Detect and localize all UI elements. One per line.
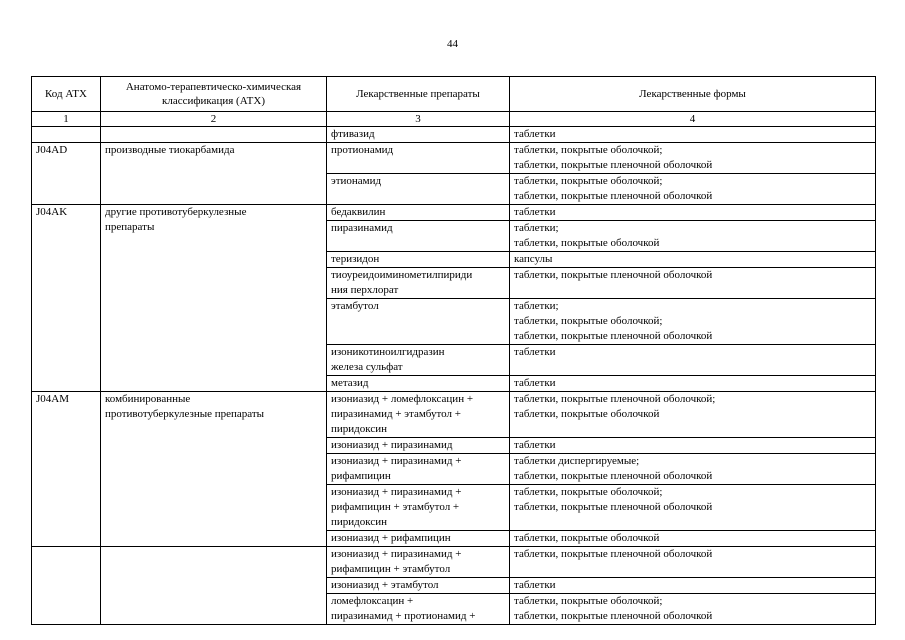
dosage-form-line: таблетки, покрытые оболочкой; bbox=[514, 315, 663, 327]
drug-cell bbox=[327, 547, 510, 578]
table-row bbox=[32, 547, 876, 578]
drug-name-line: пиразинамид + этамбутол + bbox=[331, 408, 461, 420]
drug-name-line: этамбутол bbox=[331, 300, 379, 312]
dosage-forms-cell bbox=[510, 205, 876, 221]
dosage-forms-cell bbox=[510, 485, 876, 531]
dosage-form-line: таблетки диспергируемые; bbox=[514, 455, 640, 467]
drug-cell bbox=[327, 438, 510, 454]
drug-name-line: пиридоксин bbox=[331, 423, 387, 435]
drug-name-line: теризидон bbox=[331, 253, 380, 265]
table-row bbox=[32, 392, 876, 438]
drug-name-line: изоникотиноилгидразин bbox=[331, 346, 445, 358]
dosage-form-line: таблетки bbox=[514, 346, 556, 358]
atx-classification-cell bbox=[101, 127, 327, 143]
atx-classification-line: препараты bbox=[105, 221, 155, 233]
drug-name-line: изониазид + рифампицин bbox=[331, 532, 451, 544]
atx-code: J04AK bbox=[36, 206, 68, 218]
drug-cell bbox=[327, 268, 510, 299]
drug-name-line: изониазид + пиразинамид + bbox=[331, 455, 462, 467]
dosage-forms-cell bbox=[510, 299, 876, 345]
drug-cell bbox=[327, 531, 510, 547]
dosage-forms-cell bbox=[510, 268, 876, 299]
column-number: 4 bbox=[510, 112, 876, 127]
atx-classification-cell bbox=[101, 547, 327, 625]
dosage-form-line: таблетки, покрытые пленочной оболочкой bbox=[514, 610, 713, 622]
atx-code: J04AM bbox=[36, 393, 70, 405]
dosage-form-line: таблетки bbox=[514, 377, 556, 389]
drug-name-line: рифампицин bbox=[331, 470, 391, 482]
dosage-form-line: таблетки, покрытые оболочкой bbox=[514, 408, 660, 420]
drug-name-line: изониазид + пиразинамид + bbox=[331, 548, 462, 560]
column-number: 3 bbox=[327, 112, 510, 127]
atx-classification-line: противотуберкулезные препараты bbox=[105, 408, 265, 420]
drug-cell bbox=[327, 174, 510, 205]
drug-name-line: рифампицин + этамбутол + bbox=[331, 501, 460, 513]
page-number: 44 bbox=[447, 38, 458, 50]
column-number-row bbox=[32, 112, 876, 127]
dosage-form-line: таблетки bbox=[514, 579, 556, 591]
dosage-form-line: таблетки, покрытые оболочкой; bbox=[514, 144, 663, 156]
atx-classification-line: комбинированные bbox=[105, 393, 191, 405]
atx-table bbox=[31, 76, 876, 625]
dosage-form-line: таблетки bbox=[514, 128, 556, 140]
drug-cell bbox=[327, 299, 510, 345]
dosage-forms-cell bbox=[510, 531, 876, 547]
dosage-form-line: таблетки, покрытые пленочной оболочкой bbox=[514, 190, 713, 202]
dosage-form-line: таблетки, покрытые пленочной оболочкой bbox=[514, 501, 713, 513]
dosage-form-line: таблетки, покрытые оболочкой bbox=[514, 532, 660, 544]
header-classification: Анатомо-терапевтическо-химическая классификация (АТХ) bbox=[101, 77, 327, 112]
drug-name-line: железа сульфат bbox=[331, 361, 403, 373]
drug-cell bbox=[327, 454, 510, 485]
drug-name-line: тиоуреидоиминометилпириди bbox=[331, 269, 473, 281]
drug-name-line: пиридоксин bbox=[331, 516, 387, 528]
drug-cell bbox=[327, 392, 510, 438]
drug-name-line: рифампицин + этамбутол bbox=[331, 563, 451, 575]
drug-name-line: пиразинамид + протионамид + bbox=[331, 610, 476, 622]
dosage-form-line: таблетки, покрытые пленочной оболочкой bbox=[514, 470, 713, 482]
dosage-form-line: таблетки, покрытые оболочкой; bbox=[514, 175, 663, 187]
drug-cell bbox=[327, 345, 510, 376]
dosage-forms-cell bbox=[510, 376, 876, 392]
atx-code-cell bbox=[32, 205, 101, 392]
drug-name-line: ния перхлорат bbox=[331, 284, 399, 296]
header-forms: Лекарственные формы bbox=[510, 77, 876, 112]
header-row bbox=[32, 77, 876, 112]
drug-name-line: фтивазид bbox=[331, 128, 375, 140]
dosage-form-line: таблетки; bbox=[514, 222, 559, 234]
drug-cell bbox=[327, 578, 510, 594]
drug-name-line: метазид bbox=[331, 377, 369, 389]
drug-cell bbox=[327, 485, 510, 531]
header-code: Код АТХ bbox=[32, 77, 101, 112]
drug-cell bbox=[327, 205, 510, 221]
dosage-forms-cell bbox=[510, 578, 876, 594]
dosage-forms-cell bbox=[510, 221, 876, 252]
atx-code: J04AD bbox=[36, 144, 68, 156]
dosage-form-line: таблетки bbox=[514, 439, 556, 451]
drug-name-line: бедаквилин bbox=[331, 206, 386, 218]
dosage-forms-cell bbox=[510, 392, 876, 438]
drug-cell bbox=[327, 127, 510, 143]
header-drugs: Лекарственные препараты bbox=[327, 77, 510, 112]
drug-name-line: изониазид + пиразинамид bbox=[331, 439, 453, 451]
dosage-form-line: таблетки bbox=[514, 206, 556, 218]
drug-cell bbox=[327, 143, 510, 174]
atx-classification-cell bbox=[101, 143, 327, 205]
dosage-form-line: таблетки, покрытые пленочной оболочкой bbox=[514, 269, 713, 281]
drug-name-line: ломефлоксацин + bbox=[331, 595, 414, 607]
dosage-form-line: таблетки, покрытые пленочной оболочкой bbox=[514, 548, 713, 560]
table-row bbox=[32, 205, 876, 221]
dosage-form-line: таблетки, покрытые пленочной оболочкой bbox=[514, 159, 713, 171]
dosage-forms-cell bbox=[510, 594, 876, 625]
atx-code-cell bbox=[32, 143, 101, 205]
table-body bbox=[32, 127, 876, 625]
drug-cell bbox=[327, 376, 510, 392]
dosage-form-line: таблетки; bbox=[514, 300, 559, 312]
atx-code-cell bbox=[32, 547, 101, 625]
drug-name-line: этионамид bbox=[331, 175, 382, 187]
dosage-forms-cell bbox=[510, 345, 876, 376]
drug-name-line: изониазид + ломефлоксацин + bbox=[331, 393, 474, 405]
atx-classification-line: производные тиокарбамида bbox=[105, 144, 235, 156]
dosage-forms-cell bbox=[510, 127, 876, 143]
dosage-forms-cell bbox=[510, 547, 876, 578]
dosage-forms-cell bbox=[510, 252, 876, 268]
dosage-form-line: таблетки, покрытые пленочной оболочкой; bbox=[514, 393, 716, 405]
drug-cell bbox=[327, 221, 510, 252]
drug-name-line: протионамид bbox=[331, 144, 394, 156]
drug-name-line: изониазид + этамбутол bbox=[331, 579, 439, 591]
dosage-form-line: таблетки, покрытые оболочкой; bbox=[514, 486, 663, 498]
dosage-form-line: капсулы bbox=[514, 253, 553, 265]
atx-classification-cell bbox=[101, 205, 327, 392]
dosage-form-line: таблетки, покрытые пленочной оболочкой bbox=[514, 330, 713, 342]
column-number: 1 bbox=[32, 112, 101, 127]
drug-cell bbox=[327, 252, 510, 268]
dosage-form-line: таблетки, покрытые оболочкой bbox=[514, 237, 660, 249]
atx-classification-cell bbox=[101, 392, 327, 547]
table-row bbox=[32, 127, 876, 143]
drug-name-line: пиразинамид bbox=[331, 222, 393, 234]
dosage-forms-cell bbox=[510, 438, 876, 454]
dosage-forms-cell bbox=[510, 174, 876, 205]
atx-code-cell bbox=[32, 127, 101, 143]
column-number: 2 bbox=[101, 112, 327, 127]
dosage-form-line: таблетки, покрытые оболочкой; bbox=[514, 595, 663, 607]
drug-cell bbox=[327, 594, 510, 625]
dosage-forms-cell bbox=[510, 454, 876, 485]
table-row bbox=[32, 143, 876, 174]
atx-classification-line: другие противотуберкулезные bbox=[105, 206, 247, 218]
dosage-forms-cell bbox=[510, 143, 876, 174]
drug-name-line: изониазид + пиразинамид + bbox=[331, 486, 462, 498]
atx-code-cell bbox=[32, 392, 101, 547]
